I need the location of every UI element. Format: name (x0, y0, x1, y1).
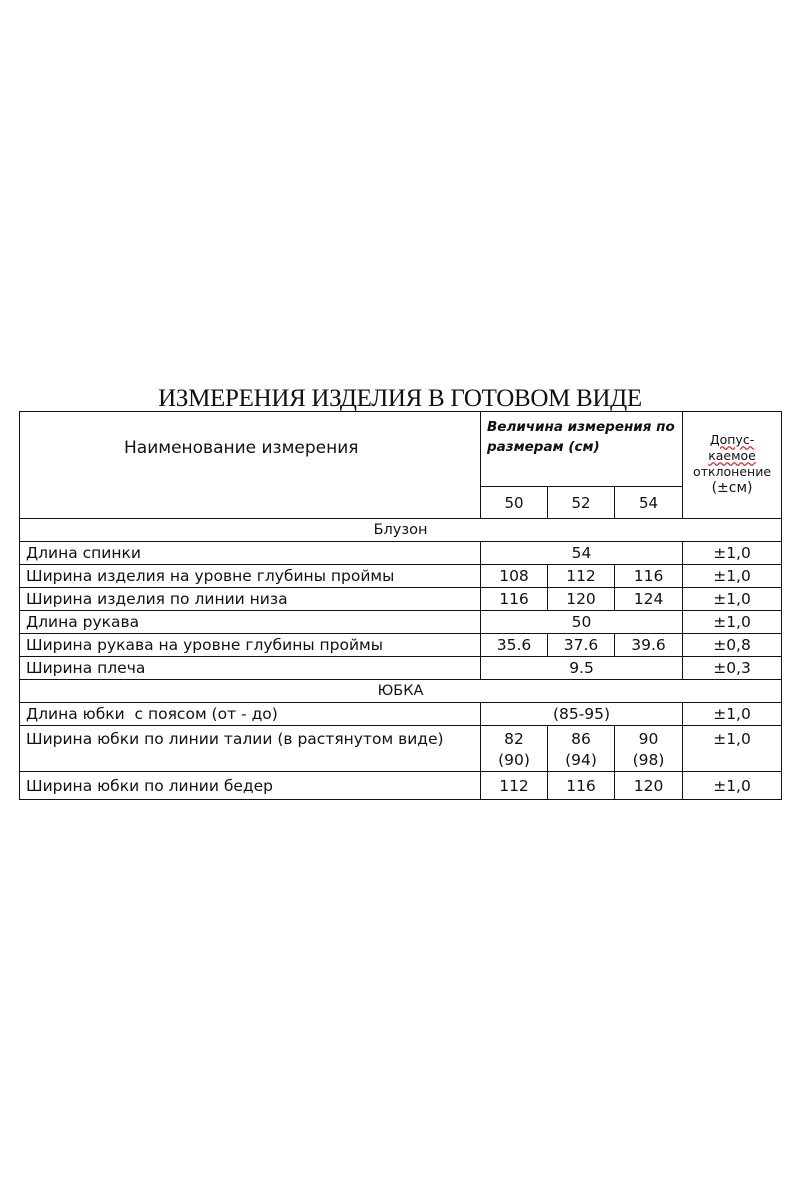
row-value-50: 35.6 (481, 634, 548, 657)
row-value-54: 124 (615, 588, 683, 611)
row-tolerance: ±1,0 (683, 588, 782, 611)
value-main: 82 (504, 730, 524, 748)
table-row (20, 726, 782, 772)
row-value-52: 120 (548, 588, 615, 611)
row-value-50 (481, 726, 548, 772)
row-tolerance: ±1,0 (683, 565, 782, 588)
measurements-table (19, 411, 782, 800)
row-label: Ширина юбки по линии талии (в растянутом виде) (20, 726, 481, 772)
size-50: 50 (481, 487, 548, 519)
row-label: Ширина изделия по линии низа (20, 588, 481, 611)
tolerance-line-2: каемое (708, 448, 756, 463)
row-value: 50 (481, 611, 683, 634)
size-54: 54 (615, 487, 683, 519)
row-tolerance: ±0,8 (683, 634, 782, 657)
page-title: ИЗМЕРЕНИЯ ИЗДЕЛИЯ В ГОТОВОМ ВИДЕ (158, 385, 642, 412)
value-alt: (90) (498, 751, 530, 769)
row-value: 9.5 (481, 657, 683, 680)
value-main: 90 (638, 730, 659, 748)
row-value-52: 112 (548, 565, 615, 588)
row-value-50: 112 (481, 772, 548, 800)
row-label: Ширина юбки по линии бедер (20, 772, 481, 800)
value-alt: (94) (565, 751, 597, 769)
table-row (20, 772, 782, 800)
row-value-54 (615, 726, 683, 772)
row-label: Ширина рукава на уровне глубины проймы (20, 634, 481, 657)
table-row (20, 703, 782, 726)
section-row (20, 680, 782, 703)
row-value-52 (548, 726, 615, 772)
row-label: Длина юбки с поясом (от - до) (20, 703, 481, 726)
row-tolerance: ±1,0 (683, 703, 782, 726)
tolerance-line-1: Допус- (709, 432, 755, 447)
row-value: (85-95) (481, 703, 683, 726)
row-tolerance: ±0,3 (683, 657, 782, 680)
row-tolerance: ±1,0 (683, 726, 782, 772)
row-label: Длина рукава (20, 611, 481, 634)
section-skirt: ЮБКА (20, 680, 782, 703)
row-value: 54 (481, 542, 683, 565)
row-value-52: 116 (548, 772, 615, 800)
row-tolerance: ±1,0 (683, 611, 782, 634)
header-sizes: Величина измерения по размерам (см) (481, 412, 683, 487)
row-label: Длина спинки (20, 542, 481, 565)
row-label: Ширина изделия на уровне глубины проймы (20, 565, 481, 588)
row-value-54: 116 (615, 565, 683, 588)
table-row (20, 657, 782, 680)
table-row (20, 542, 782, 565)
value-main: 86 (571, 730, 591, 748)
row-value-50: 108 (481, 565, 548, 588)
row-value-54: 120 (615, 772, 683, 800)
table-row (20, 565, 782, 588)
row-tolerance: ±1,0 (683, 772, 782, 800)
tolerance-line-4: (±см) (711, 480, 753, 496)
table-row (20, 611, 782, 634)
tolerance-line-3: отклонение (693, 464, 772, 479)
row-value-52: 37.6 (548, 634, 615, 657)
value-alt: (98) (632, 751, 665, 769)
row-label: Ширина плеча (20, 657, 481, 680)
section-blouson: Блузон (20, 519, 782, 542)
table-row (20, 634, 782, 657)
size-52: 52 (548, 487, 615, 519)
row-value-54: 39.6 (615, 634, 683, 657)
header-tolerance (683, 412, 782, 519)
header-row (20, 412, 782, 487)
section-row (20, 519, 782, 542)
table-row (20, 588, 782, 611)
header-measurement-name: Наименование измерения (20, 412, 481, 519)
row-value-50: 116 (481, 588, 548, 611)
row-tolerance: ±1,0 (683, 542, 782, 565)
